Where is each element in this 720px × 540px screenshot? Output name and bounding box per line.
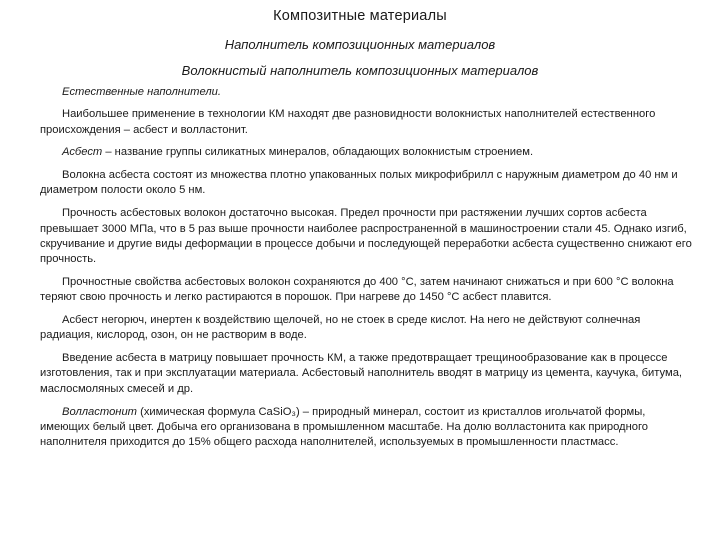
paragraph-asbestos-structure: Волокна асбеста состоят из множества плотно упакованных полых микрофибрилл с наружным диаметром до 40 нм и диаметром полости около 5 нм. bbox=[40, 169, 678, 197]
subtitle-fibrous-fillers: Волокнистый наполнитель композиционных материалов bbox=[181, 63, 539, 78]
section-heading: Естественные наполнители. bbox=[62, 86, 221, 98]
page-title: Композитные материалы bbox=[273, 8, 447, 24]
paragraph-asbestos-properties: Асбест негорюч, инертен к воздействию щелочей, но не стоек в среде кислот. На него не действуют солнечная радиация, кислород, озон, он не растворим в воде. bbox=[40, 314, 641, 342]
paragraph-intro: Наибольшее применение в технологии КМ находят две разновидности волокнистых наполнителей естественного происхождения – асбест и волластонит. bbox=[40, 108, 656, 136]
term-asbestos: Асбест bbox=[62, 146, 103, 159]
document-body bbox=[40, 85, 695, 458]
paragraph-asbestos-definition bbox=[40, 145, 695, 160]
paragraph-wollastonite bbox=[40, 405, 695, 451]
paragraph-wollastonite-text: (химическая формула CaSiO₃) – природный минерал, состоит из кристаллов игольчатой формы, имеющих белый цвет. Добыча его организована в промышленном масштабе. На долю волластонита как природного наполнителя приходится до 15% общего расхода наполнителей, используемых в промышленности пластмасс. bbox=[40, 405, 649, 449]
subtitle-fillers: Наполнитель композиционных материалов bbox=[224, 37, 496, 52]
paragraph-asbestos-temperature: Прочностные свойства асбестовых волокон сохраняются до 400 °С, затем начинают снижаться и при 600 °С волокна теряют свою прочность и легко растираются в порошок. При нагреве до 1450 °С асбест плавится. bbox=[40, 275, 674, 304]
paragraph-asbestos-usage: Введение асбеста в матрицу повышает прочность КМ, а также предотвращает трещинообразование как в процессе изготовления, так и при эксплуатации материала. Асбестовый наполнитель вводят в матрицу из цемента, каучука, битума, маслосмоляных смесей и др. bbox=[40, 352, 683, 395]
paragraph-asbestos-strength: Прочность асбестовых волокон достаточно высокая. Предел прочности при растяжении лучших сортов асбеста превышает 3000 МПа, что в 5 раз выше прочности наиболее распространенной в машиностроении стали 45. Однако изгиб, скручивание и другие виды деформации в процессе добычи и последующей переработки асбеста существенно снижают его прочность. bbox=[40, 207, 692, 266]
paragraph-asbestos-definition-text: – название группы силикатных минералов, обладающих волокнистым строением. bbox=[102, 146, 534, 159]
term-wollastonite: Волластонит bbox=[62, 405, 137, 418]
